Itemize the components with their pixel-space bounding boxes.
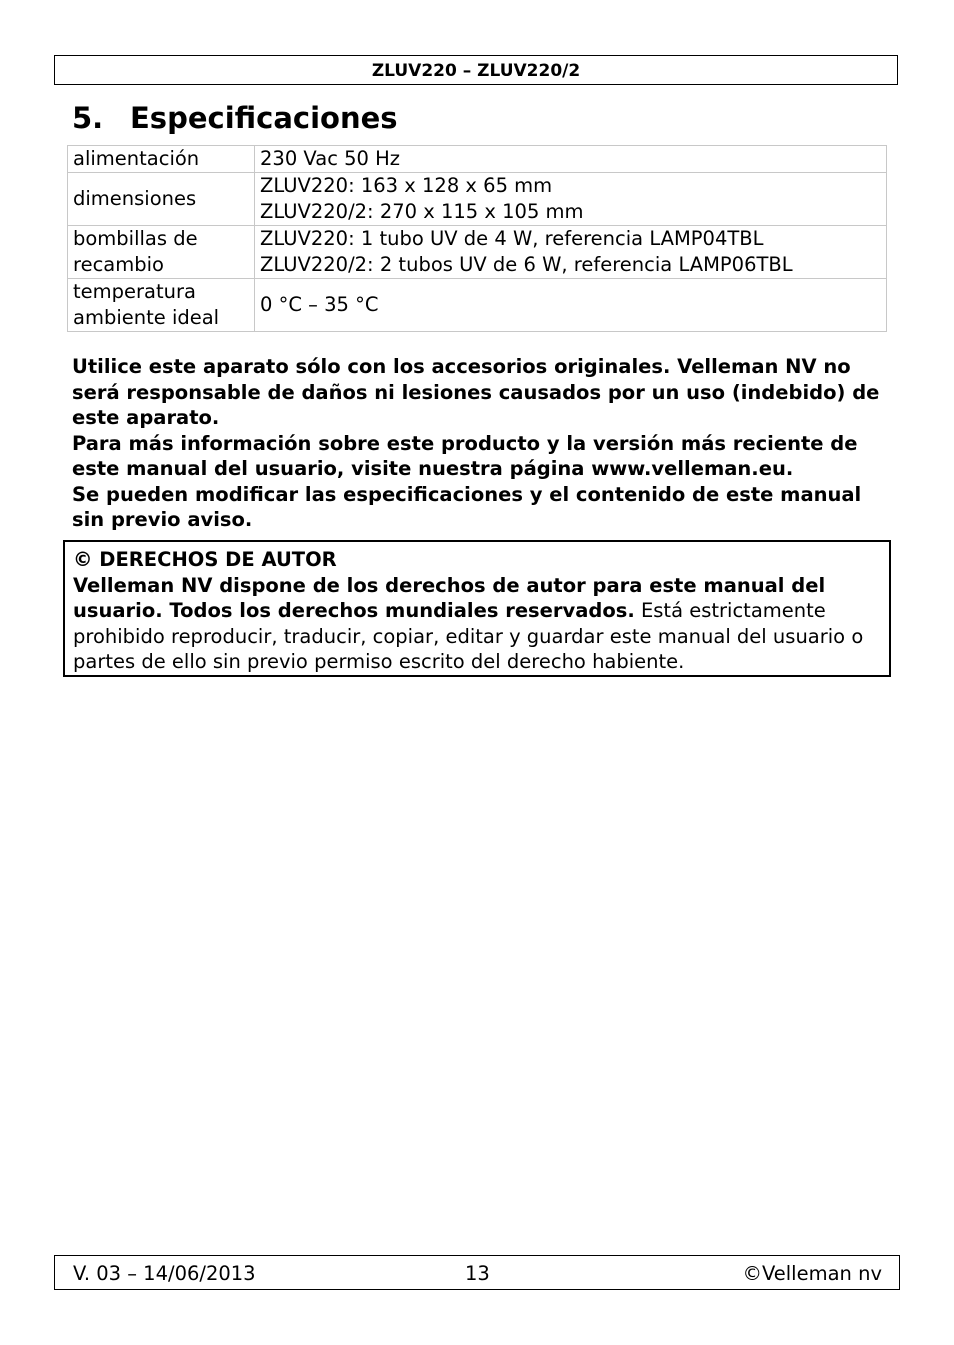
notice-paragraph: Se pueden modificar las especificaciones y el contenido de este manual sin previo aviso. xyxy=(72,482,862,531)
copyright-body xyxy=(73,573,881,675)
page-footer xyxy=(54,1255,900,1290)
notice-paragraph: Para más información sobre este producto y la versión más reciente de este manual del usuario, visite nuestra página www.velleman.eu. xyxy=(72,431,858,480)
copyright-text: Está estrictamente prohibido reproducir, traducir, copiar, editar y guardar este manual del usuario o partes de ello sin previo permiso escrito del derecho habiente. xyxy=(73,599,864,673)
section-title xyxy=(72,98,398,138)
spec-label: alimentación xyxy=(68,146,255,173)
usage-notice xyxy=(72,354,887,533)
spec-value-line: ZLUV220/2: 2 tubos UV de 6 W, referencia LAMP06TBL xyxy=(260,253,793,276)
spec-value-line: 230 Vac 50 Hz xyxy=(260,147,401,170)
table-row xyxy=(68,279,887,332)
table-row xyxy=(68,226,887,279)
spec-value xyxy=(255,146,887,173)
copyright-title: © DERECHOS DE AUTOR xyxy=(73,548,337,571)
footer-copyright: ©Velleman nv xyxy=(742,1262,882,1285)
spec-label: dimensiones xyxy=(68,173,255,226)
footer-version: V. 03 – 14/06/2013 xyxy=(73,1262,256,1285)
spec-label: bombillas de recambio xyxy=(68,226,255,279)
spec-value-line: ZLUV220: 1 tubo UV de 4 W, referencia LAMP04TBL xyxy=(260,227,764,250)
spec-value xyxy=(255,226,887,279)
spec-value-line: ZLUV220/2: 270 x 115 x 105 mm xyxy=(260,200,584,223)
notice-paragraph: Utilice este aparato sólo con los accesorios originales. Velleman NV no será responsable de daños ni lesiones causados por un uso (indebido) de este aparato. xyxy=(72,355,880,429)
table-row xyxy=(68,146,887,173)
section-title-text: Especificaciones xyxy=(130,101,398,135)
table-row xyxy=(68,173,887,226)
copyright-notice xyxy=(63,540,891,677)
page-number: 13 xyxy=(465,1262,490,1285)
spec-label: temperatura ambiente ideal xyxy=(68,279,255,332)
page-header xyxy=(54,55,898,85)
specifications-table xyxy=(67,145,887,332)
spec-value-line: ZLUV220: 163 x 128 x 65 mm xyxy=(260,174,553,197)
spec-value xyxy=(255,173,887,226)
spec-value-line: 0 °C – 35 °C xyxy=(260,293,379,316)
section-number: 5. xyxy=(72,101,104,135)
spec-value xyxy=(255,279,887,332)
header-model: ZLUV220 – ZLUV220/2 xyxy=(371,61,581,81)
copyright-bold-text: Velleman NV dispone de los derechos de autor para este manual del usuario. Todos los derechos mundiales reservados. xyxy=(73,573,826,622)
